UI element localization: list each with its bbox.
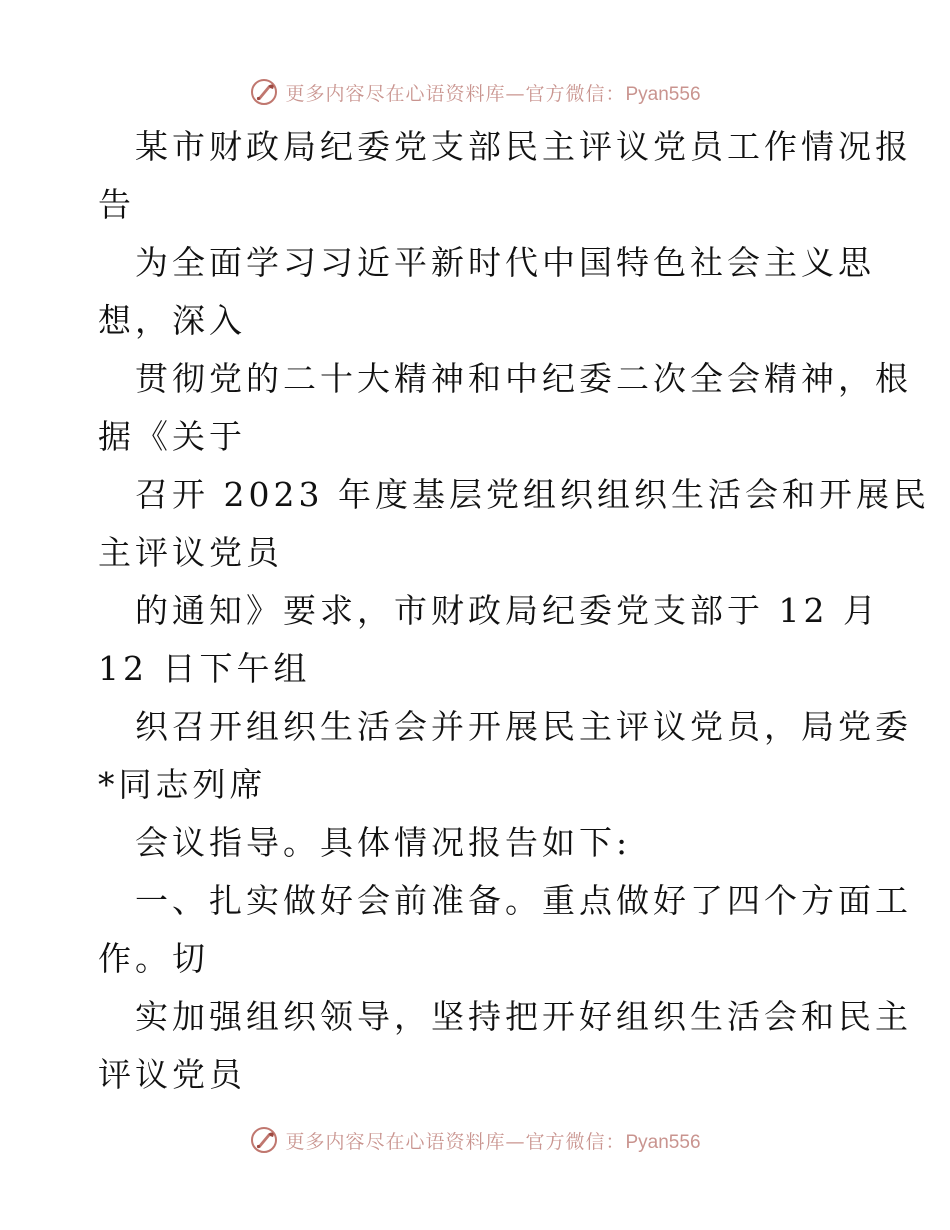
text-line: 贯彻党的二十大精神和中纪委二次全会精神，根	[135, 359, 912, 398]
watermark-group	[249, 77, 700, 107]
document-body	[98, 118, 930, 1104]
text-line: 12 日下午组	[98, 649, 311, 688]
quill-pen-circle-icon	[249, 1125, 279, 1155]
text-line: 一、扎实做好会前准备。重点做好了四个方面工	[135, 881, 912, 920]
footer-watermark	[0, 1120, 950, 1160]
text-line: 某市财政局纪委党支部民主评议党员工作情况报	[135, 127, 912, 166]
text-line: 据《关于	[98, 417, 246, 456]
watermark-group	[249, 1125, 700, 1155]
text-line: 告	[98, 185, 135, 224]
text-line: 织召开组织生活会并开展民主评议党员，局党委	[135, 707, 912, 746]
text-line: 作。切	[98, 939, 209, 978]
text-line: 主评议党员	[98, 533, 283, 572]
quill-pen-circle-icon	[249, 77, 279, 107]
header-watermark	[0, 72, 950, 112]
text-line: 召开 2023 年度基层党组织组织生活会和开展民	[135, 475, 930, 514]
watermark-text: 更多内容尽在心语资料库—官方微信：Pyan556	[285, 1130, 701, 1153]
text-line: 为全面学习习近平新时代中国特色社会主义思	[135, 243, 875, 282]
text-line: *同志列席	[98, 765, 267, 804]
text-line: 评议党员	[98, 1055, 246, 1094]
watermark-text: 更多内容尽在心语资料库—官方微信：Pyan556	[285, 82, 701, 105]
text-line: 实加强组织领导，坚持把开好组织生活会和民主	[135, 997, 912, 1036]
text-line: 想，深入	[98, 301, 246, 340]
text-line: 会议指导。具体情况报告如下:	[135, 823, 632, 862]
text-line: 的通知》要求，市财政局纪委党支部于 12 月	[135, 591, 880, 630]
